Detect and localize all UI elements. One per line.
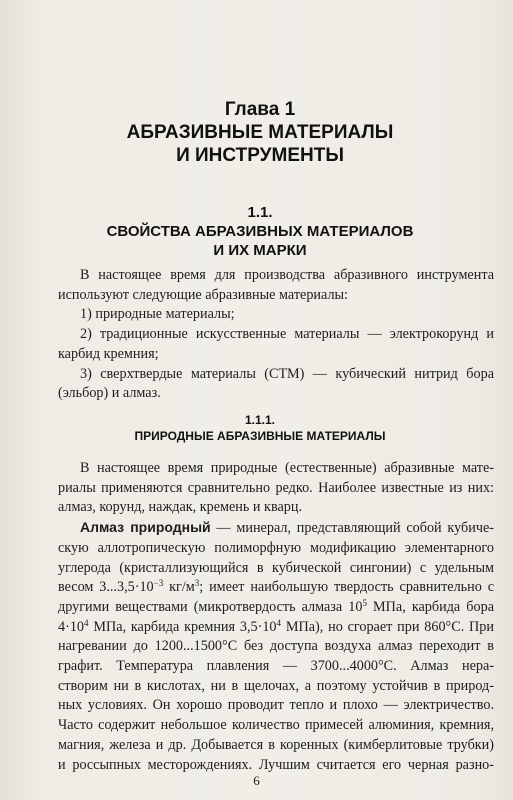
list-item-2-line2: карбид кремния; — [58, 345, 159, 362]
natural-p1-line2: риалы применяются сравнительно редко. Наиболее известные из них: — [58, 479, 494, 496]
diamond-line5: другими веществами (микротвердость алмаза $10^5$ МПа, карбида бора — [58, 597, 494, 615]
diamond-line2: скую аллотропическую полиморфную модификацию элементарного — [58, 539, 494, 556]
diamond-term: Алмаз природный — [80, 519, 211, 536]
diamond-line9: створим ни в кислотах, ни в щелочах, а поэтому устойчив в природ- — [58, 677, 494, 694]
diamond-line8: графит. Температура плавления — 3700...4000°С. Алмаз нера- — [58, 658, 494, 675]
intro-text — [58, 266, 494, 404]
chapter-title-line2: И ИНСТРУМЕНТЫ — [176, 145, 344, 166]
list-item-1: 1) природные материалы; — [80, 306, 235, 323]
chapter-heading — [40, 98, 480, 167]
natural-p1-line1: В настоящее время природные (естественные) абразивные мате- — [80, 460, 494, 476]
diamond-line7: нагревании до 1200...1500°С без доступа воздуха алмаз переходит в — [58, 638, 494, 655]
chapter-number: Глава 1 — [224, 99, 296, 120]
list-item-2-line1: 2) традиционные искусственные материалы — электрокорунд и — [80, 326, 494, 343]
diamond-line13: и россыпных месторождениях. Лучшим считается его черная разно- — [58, 756, 494, 773]
chapter-title-line1: АБРАЗИВНЫЕ МАТЕРИАЛЫ — [126, 122, 394, 143]
section-title-line2: И ИХ МАРКИ — [213, 242, 307, 259]
diamond-line4: весом $3...3,5\cdot 10^{-3}$ $кг/м^3$; имеет наибольшую твердость сравнительно с — [58, 578, 495, 596]
subsection-heading — [40, 412, 480, 444]
subsection-title: ПРИРОДНЫЕ АБРАЗИВНЫЕ МАТЕРИАЛЫ — [134, 429, 386, 443]
diamond-line12: магния, железа и др. Добывается в коренных (кимберлитовые трубки) — [58, 736, 494, 753]
natural-p1-line3: алмаз, корунд, наждак, кремень и кварц. — [58, 499, 302, 516]
section-heading — [40, 203, 480, 260]
intro-para-line1: В настоящее время для производства абразивного инструмента — [80, 267, 494, 283]
intro-para-line2: используют следующие абразивные материалы: — [58, 286, 348, 303]
subsection-number: 1.1.1. — [244, 413, 276, 427]
section-number: 1.1. — [247, 204, 273, 221]
diamond-line10: ных условиях. Он хорошо проводит тепло и плохо — электричество. — [58, 697, 494, 714]
diamond-line6: $4\cdot 10^4$ МПа, карбида кремния $3,5\cdot 10^4$ МПа), но сгорает при 860°С. При — [58, 617, 494, 635]
diamond-line11: Часто содержит небольшое количество примесей алюминия, кремния, — [58, 717, 494, 734]
diamond-line1: Алмаз природный — минерал, представляющий собой кубиче- — [80, 519, 494, 537]
diamond-line3: углерода (кристаллизующийся в кубической сингонии) с удельным — [58, 559, 494, 576]
natural-materials-text — [58, 459, 494, 775]
list-item-3-line2: (эльбор) и алмаз. — [58, 385, 161, 402]
section-title-line1: СВОЙСТВА АБРАЗИВНЫХ МАТЕРИАЛОВ — [106, 223, 414, 240]
page-number: 6 — [253, 773, 260, 788]
list-item-3-line1: 3) сверхтвердые материалы (СТМ) — кубический нитрид бора — [80, 365, 494, 382]
